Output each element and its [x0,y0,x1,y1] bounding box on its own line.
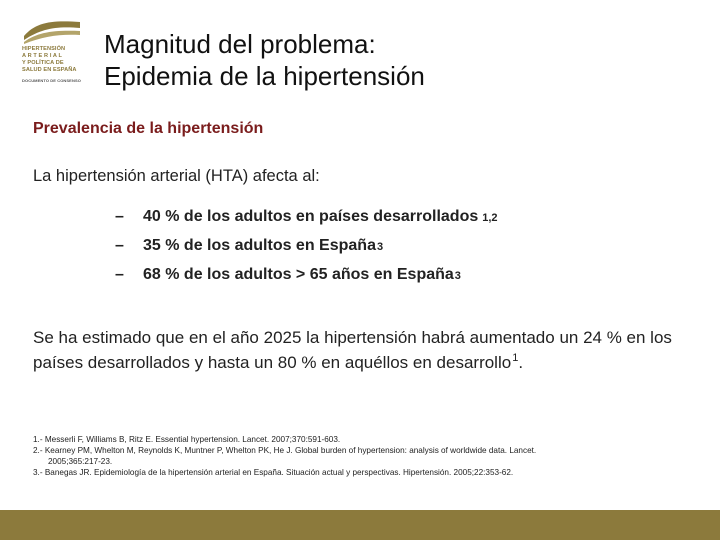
page-title [104,28,425,92]
bullet-list [115,208,498,295]
wave-emblem-icon [22,18,82,44]
title-line-2: Epidemia de la hipertensión [104,61,425,91]
logo-line: Y POLÍTICA DE [22,60,64,66]
paragraph-end: . [518,353,524,372]
reference-item: 1.- Messerli F, Williams B, Ritz E. Essential hypertension. Lancet. 2007;370:591-603. [33,435,341,444]
list-item: – 40 % de los adultos en países desarrollados 1,2 [115,208,498,225]
title-line-1: Magnitud del problema: [104,29,376,59]
bullet-dash: – [115,237,124,254]
references [33,434,693,478]
intro-text: La hipertensión arterial (HTA) afecta al: [33,167,320,185]
section-heading: Prevalencia de la hipertensión [33,120,264,137]
body-paragraph [33,325,693,375]
logo [22,18,82,96]
logo-line: HIPERTENSIÓN [22,46,66,52]
bullet-dash: – [115,266,124,283]
bullet-dash: – [115,208,124,225]
logo-subline: DOCUMENTO DE CONSENSO [22,78,81,83]
reference-marker: 1 [512,352,519,365]
reference-item-continuation: 2005;365:217-23. [48,457,113,466]
bullet-text: 68 % de los adultos > 65 años en España [143,266,454,283]
list-item: – 35 % de los adultos en España 3 [115,237,384,254]
list-item: – 68 % de los adultos > 65 años en España 3 [115,266,461,283]
logo-line: A R T E R I A L [22,53,63,59]
footer-bar [0,510,720,540]
reference-item: 3.- Banegas JR. Epidemiología de la hipertensión arterial en España. Situación actual y perspectivas. Hipertensión. 2005;22:353-62. [33,468,514,477]
bullet-text: 40 % de los adultos en países desarrollados [143,208,479,225]
logo-text [22,46,82,83]
reference-item: 2.- Kearney PM, Whelton M, Reynolds K, Muntner P, Whelton PK, He J. Global burden of hypertension: analysis of worldwide data. Lancet. [33,446,537,455]
logo-line: SALUD EN ESPAÑA [22,67,77,73]
paragraph-text: Se ha estimado que en el año 2025 la hipertensión habrá aumentado un 24 % en los países desarrollados y hasta un 80 % en aquéllos en desarrollo [33,328,672,372]
bullet-text: 35 % de los adultos en España [143,237,376,254]
